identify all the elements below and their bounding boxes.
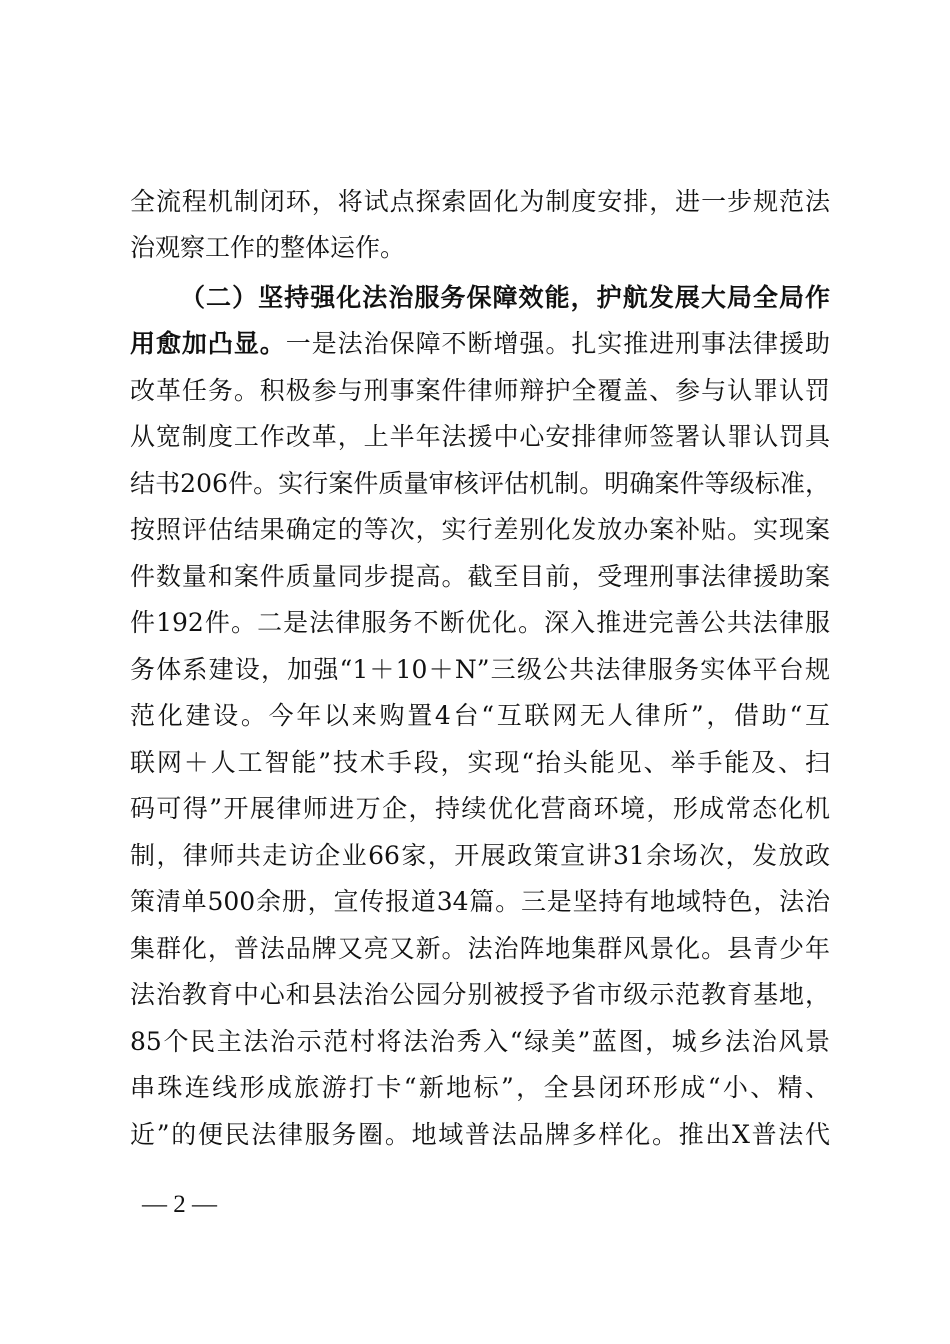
text-line-6 <box>130 414 830 460</box>
text-segment: 治观察工作的整体运作。 <box>130 233 406 262</box>
text-line-13 <box>130 740 830 786</box>
text-segment: 联网＋人工智能”技术手段，实现“抬头能见、举手能及、扫 <box>130 748 830 777</box>
text-line-19 <box>130 1019 830 1065</box>
text-line-9 <box>130 554 830 600</box>
page-number: — 2 — <box>142 1191 217 1218</box>
text-segment: 法治教育中心和县法治公园分别被授予省市级示范教育基地， <box>130 980 830 1009</box>
section-heading-continued: 用愈加凸显。 <box>130 329 286 358</box>
text-segment: 码可得”开展律师进万企，持续优化营商环境，形成常态化机 <box>130 794 830 823</box>
text-segment: 从宽制度工作改革，上半年法援中心安排律师签署认罪认罚具 <box>130 422 830 451</box>
text-segment: 结书206件。实行案件质量审核评估机制。明确案件等级标准， <box>130 469 830 498</box>
text-segment: 改革任务。积极参与刑事案件律师辩护全覆盖、参与认罪认罚 <box>130 376 830 405</box>
text-segment: 务体系建设，加强“1＋10＋N”三级公共法律服务实体平台规 <box>130 655 830 684</box>
text-segment: 85个民主法治示范村将法治秀入“绿美”蓝图，城乡法治风景 <box>130 1027 830 1056</box>
text-line-15 <box>130 833 830 879</box>
text-line-11 <box>130 647 830 693</box>
text-line-12 <box>130 693 830 739</box>
text-line-1 <box>130 179 830 225</box>
text-segment: 制，律师共走访企业66家，开展政策宣讲31余场次，发放政 <box>130 841 830 870</box>
text-segment: 范化建设。今年以来购置4台“互联网无人律所”，借助“互 <box>130 701 830 730</box>
text-segment: 按照评估结果确定的等次，实行差别化发放办案补贴。实现案 <box>130 515 830 544</box>
text-line-4 <box>130 321 830 367</box>
text-line-2 <box>130 225 830 271</box>
text-segment: 一是法治保障不断增强。扎实推进刑事法律援助 <box>285 329 830 358</box>
text-segment: 串珠连线形成旅游打卡“新地标”，全县闭环形成“小、精、 <box>130 1073 830 1102</box>
text-line-20 <box>130 1065 830 1111</box>
section-heading-line <box>180 275 830 321</box>
text-segment: 件数量和案件质量同步提高。截至目前，受理刑事法律援助案 <box>130 562 830 591</box>
text-line-14 <box>130 786 830 832</box>
text-line-10 <box>130 600 830 646</box>
text-segment: 近”的便民法律服务圈。地域普法品牌多样化。推出X普法代 <box>130 1120 830 1149</box>
text-line-21 <box>130 1112 830 1158</box>
text-line-16 <box>130 879 830 925</box>
section-heading: （二）坚持强化法治服务保障效能，护航发展大局全局作 <box>180 283 830 312</box>
text-line-5 <box>130 368 830 414</box>
text-segment: 策清单500余册，宣传报道34篇。三是坚持有地域特色，法治 <box>130 887 830 916</box>
text-line-17 <box>130 926 830 972</box>
text-line-18 <box>130 972 830 1018</box>
text-line-7 <box>130 461 830 507</box>
text-segment: 全流程机制闭环，将试点探索固化为制度安排，进一步规范法 <box>130 187 830 216</box>
text-segment: 件192件。二是法律服务不断优化。深入推进完善公共法律服 <box>130 608 830 637</box>
text-segment: 集群化，普法品牌又亮又新。法治阵地集群风景化。县青少年 <box>130 934 830 963</box>
text-line-8 <box>130 507 830 553</box>
